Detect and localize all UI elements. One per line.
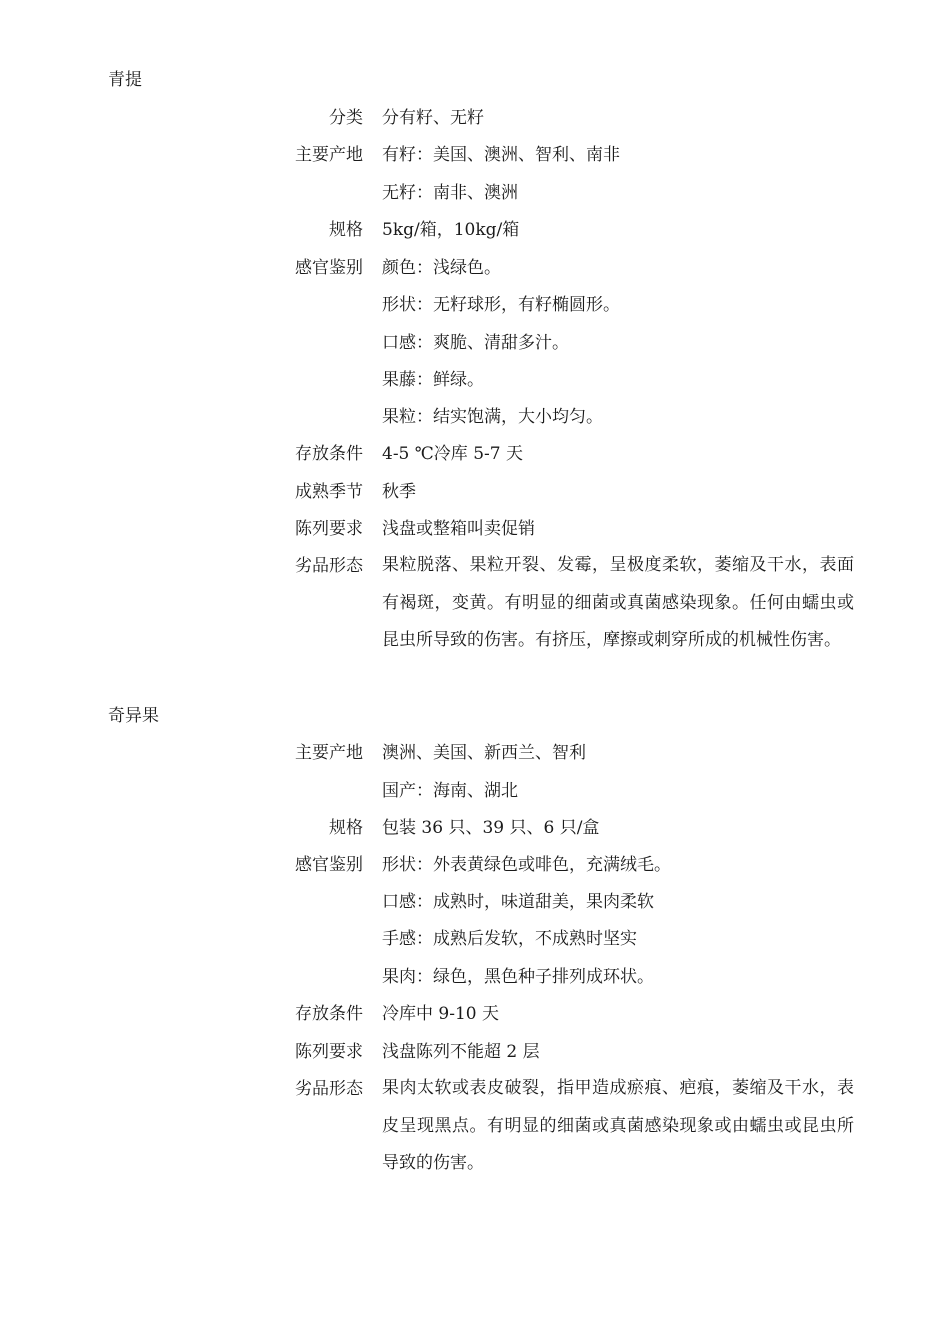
field-value-storage: 4-5 ℃冷库 5-7 天 xyxy=(382,444,523,464)
field-value-sensory-line: 颜色：浅绿色。 xyxy=(382,258,501,278)
field-value-defects: 果肉太软或表皮破裂，指甲造成瘀痕、疤痕，萎缩及干水，表皮呈现黑点。有明显的细菌或真菌感染现象或由蠕虫或昆虫所导致的伤害。 xyxy=(382,1078,854,1173)
field-label-sensory: 感官鉴别 xyxy=(295,258,363,278)
section-title-green-grape: 青提 xyxy=(108,70,142,90)
field-label-display: 陈列要求 xyxy=(295,1042,363,1062)
field-label-origin: 主要产地 xyxy=(295,743,363,763)
field-value-sensory-line: 口感：成熟时，味道甜美，果肉柔软 xyxy=(382,892,654,912)
field-value-sensory-line: 果粒：结实饱满，大小均匀。 xyxy=(382,407,603,427)
field-value-display: 浅盘陈列不能超 2 层 xyxy=(382,1042,540,1062)
field-value-spec: 5kg/箱，10kg/箱 xyxy=(382,220,520,240)
field-label-storage: 存放条件 xyxy=(295,444,363,464)
field-value-sensory-line: 果藤：鲜绿。 xyxy=(382,370,484,390)
field-label-defects: 劣品形态 xyxy=(295,1079,363,1099)
field-value-defects: 果粒脱落、果粒开裂、发霉，呈极度柔软，萎缩及干水，表面有褐斑，变黄。有明显的细菌或真菌感染现象。任何由蠕虫或昆虫所导致的伤害。有挤压，摩擦或刺穿所成的机械性伤害。 xyxy=(382,555,854,650)
field-value-origin-line: 澳洲、美国、新西兰、智利 xyxy=(382,743,586,763)
field-label-spec: 规格 xyxy=(329,220,363,240)
field-value-spec: 包装 36 只、39 只、6 只/盒 xyxy=(382,818,600,838)
field-label-category: 分类 xyxy=(329,108,363,128)
field-value-sensory-line: 形状：无籽球形，有籽椭圆形。 xyxy=(382,295,620,315)
field-label-storage: 存放条件 xyxy=(295,1004,363,1024)
field-value-season: 秋季 xyxy=(382,482,416,502)
field-label-sensory: 感官鉴别 xyxy=(295,855,363,875)
field-label-defects: 劣品形态 xyxy=(295,556,363,576)
field-label-spec: 规格 xyxy=(329,818,363,838)
field-label-origin: 主要产地 xyxy=(295,145,363,165)
field-value-origin-line: 有籽：美国、澳洲、智利、南非 xyxy=(382,145,620,165)
field-value-storage: 冷库中 9-10 天 xyxy=(382,1004,499,1024)
field-value-category: 分有籽、无籽 xyxy=(382,108,484,128)
field-value-sensory-line: 形状：外表黄绿色或啡色，充满绒毛。 xyxy=(382,855,671,875)
field-value-sensory-line: 手感：成熟后发软，不成熟时坚实 xyxy=(382,929,637,949)
field-value-display: 浅盘或整箱叫卖促销 xyxy=(382,519,535,539)
field-value-sensory-line: 口感：爽脆、清甜多汁。 xyxy=(382,333,569,353)
field-label-season: 成熟季节 xyxy=(295,482,363,502)
section-title-kiwi: 奇异果 xyxy=(108,706,159,726)
field-label-display: 陈列要求 xyxy=(295,519,363,539)
field-value-origin-line: 无籽：南非、澳洲 xyxy=(382,183,518,203)
field-value-sensory-line: 果肉：绿色，黑色种子排列成环状。 xyxy=(382,967,654,987)
field-value-origin-line: 国产：海南、湖北 xyxy=(382,781,518,801)
